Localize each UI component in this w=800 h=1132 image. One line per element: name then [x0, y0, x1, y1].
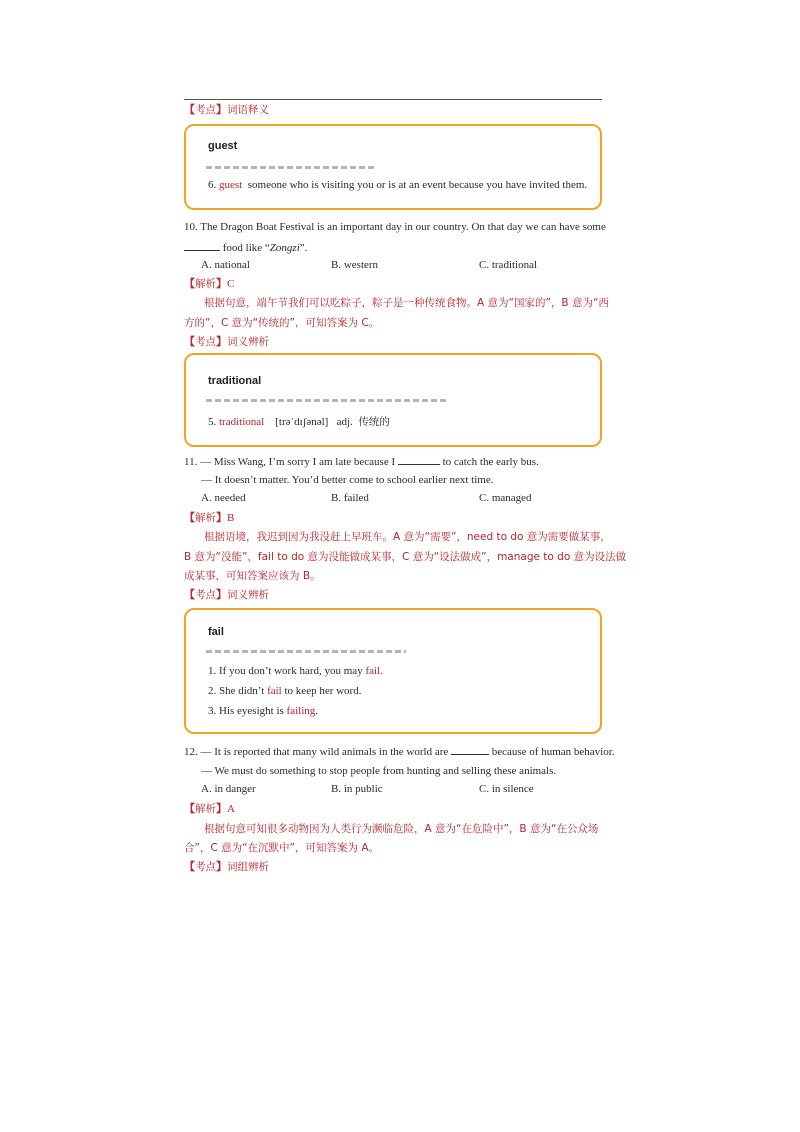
q10-option-a: A. national [201, 259, 250, 271]
q11-explain-line1: 根据语境，我迟到因为我没赶上早班车。A 意为“需要”，need to do 意为需要做某事， [204, 531, 611, 543]
q12-stem-line2: — We must do something to stop people from hunting and selling these animals. [201, 765, 557, 777]
q11-explain-line3: 成某事，可知答案应该为 B。 [184, 570, 321, 582]
answer-blank [451, 744, 489, 755]
box-headword: traditional [208, 375, 262, 387]
scan-artifact [206, 650, 406, 653]
dictionary-box-fail [184, 608, 602, 734]
q11-option-b: B. failed [331, 492, 369, 504]
tag-text: 词语释义 [227, 104, 269, 116]
q11-answer-tag: 【解析】B [184, 512, 235, 524]
q10-point-tag: 【考点】词义辨析 [184, 336, 269, 348]
q12-option-a: A. in danger [201, 783, 256, 795]
q10-stem-line1: 10. The Dragon Boat Festival is an important day in our country. On that day we can have some [184, 221, 606, 233]
q10-answer-tag: 【解析】C [184, 278, 235, 290]
scan-artifact [206, 399, 446, 402]
entry-word: guest [219, 179, 243, 191]
example-1: 1. If you don’t work hard, you may fail. [208, 665, 383, 677]
example-2: 2. She didn’t fail to keep her word. [208, 685, 362, 697]
q11-answer: B [227, 512, 235, 524]
box-headword: fail [208, 626, 224, 638]
q12-option-b: B. in public [331, 783, 383, 795]
q12-answer-tag: 【解析】A [184, 803, 235, 815]
box-entry: 5. traditional [trəˈdɪʃənəl] adj. 传统的 [208, 416, 390, 428]
answer-blank [184, 240, 220, 251]
entry-phonetic: [trəˈdɪʃənəl] [275, 416, 329, 428]
q12-explain-line1: 根据句意可知很多动物因为人类行为濒临危险，A 意为“在危险中”，B 意为“在公众场 [204, 823, 599, 835]
q10-option-c: C. traditional [479, 259, 538, 271]
q10-explain-line2: 方的”，C 意为“传统的”，可知答案为 C。 [184, 317, 380, 329]
q12-explain-line2: 合”，C 意为“在沉默中”，可知答案为 A。 [184, 842, 380, 854]
q10-explain-line1: 根据句意，端午节我们可以吃粽子，粽子是一种传统食物。A 意为“国家的”，B 意为“西 [204, 297, 609, 309]
q12-stem-line1: 12. — It is reported that many wild animals in the world are because of human behavior. [184, 746, 615, 758]
tag-label: 考点 [195, 104, 216, 116]
bracket-close: 】 [216, 104, 227, 116]
q11-option-c: C. managed [479, 492, 532, 504]
top-rule [184, 99, 602, 100]
q11-option-a: A. needed [201, 492, 246, 504]
dictionary-box-traditional [184, 353, 602, 447]
section-tag [184, 103, 269, 117]
entry-pos: adj. [336, 416, 353, 428]
entry-chinese: 传统的 [358, 416, 390, 428]
q11-stem-line2: — It doesn’t matter. You’d better come to school earlier next time. [201, 474, 494, 486]
example-3: 3. His eyesight is failing. [208, 705, 318, 717]
scan-artifact [206, 166, 376, 169]
q10-option-b: B. western [331, 259, 379, 271]
q11-stem-line1: 11. — Miss Wang, I’m sorry I am late because I to catch the early bus. [184, 456, 539, 468]
q12-answer: A [227, 803, 235, 815]
box-headword: guest [208, 140, 238, 152]
q12-option-c: C. in silence [479, 783, 534, 795]
entry-definition: someone who is visiting you or is at an event because you have invited them. [247, 179, 588, 191]
q11-explain-line2: B 意为“没能”，fail to do 意为没能做成某事，C 意为“设法做成”，manage to do 意为设法做 [184, 551, 627, 563]
q10-stem-line2: food like “Zongzi”. [184, 240, 307, 255]
entry-word: traditional [219, 416, 265, 428]
dictionary-box-guest [184, 124, 602, 210]
q12-point-tag: 【考点】词组辨析 [184, 861, 269, 873]
box-entry: 6. guest someone who is visiting you or is at an event because you have invited them. [208, 179, 588, 191]
q10-answer: C [227, 278, 235, 290]
bracket-open: 【 [184, 104, 195, 116]
answer-blank [398, 454, 440, 465]
q11-point-tag: 【考点】词义辨析 [184, 589, 269, 601]
